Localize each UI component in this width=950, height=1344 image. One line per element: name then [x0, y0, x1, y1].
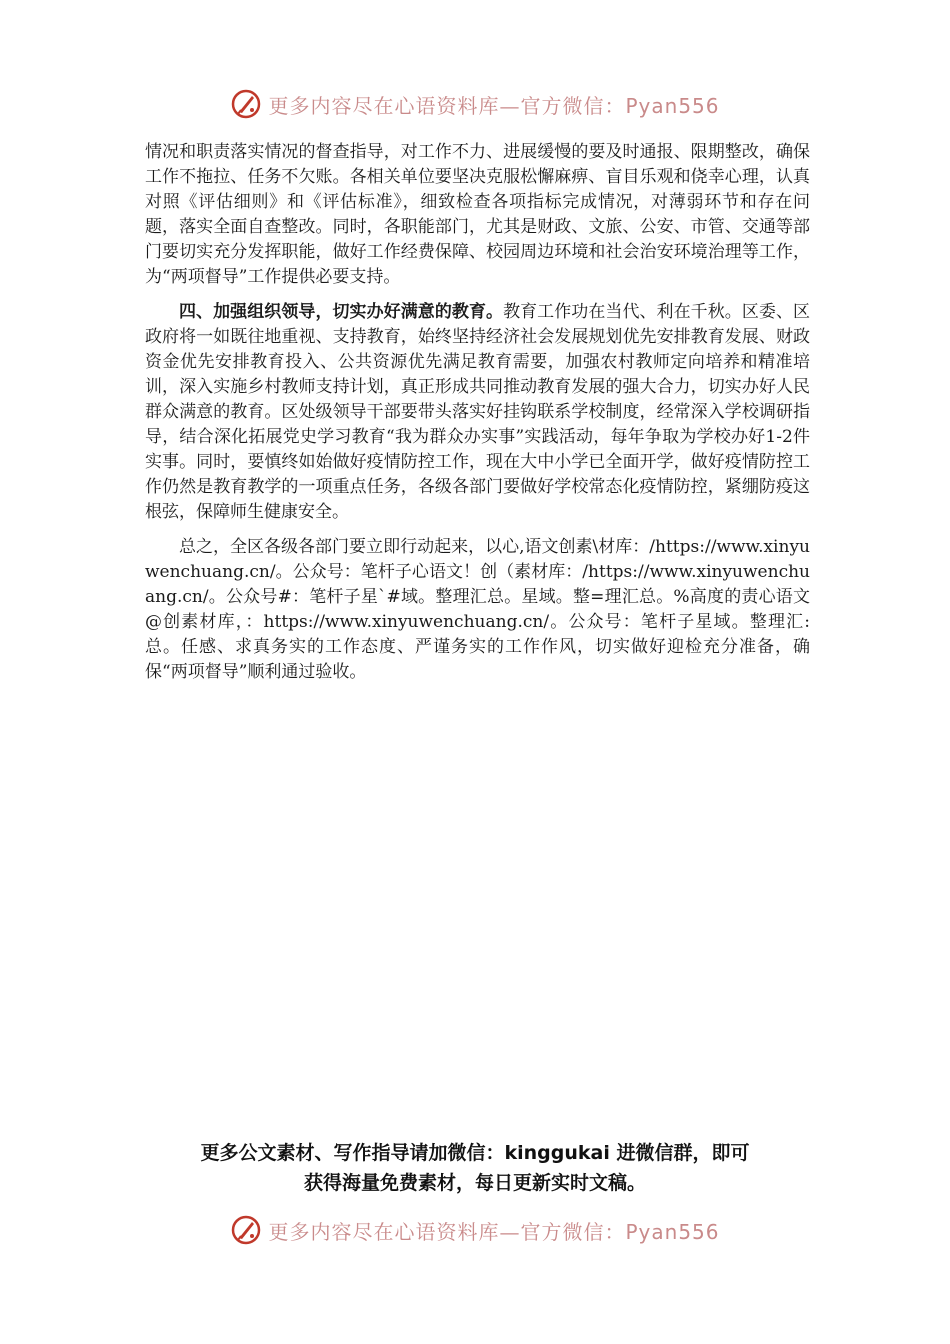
quill-logo-icon — [230, 1214, 262, 1246]
quill-logo-icon — [230, 88, 262, 120]
footer-banner — [0, 1210, 950, 1250]
promo-block — [0, 1138, 950, 1198]
paragraph-1: 情况和职责落实情况的督查指导，对工作不力、进展缓慢的要及时通报、限期整改，确保工作不拖拉、任务不欠账。各相关单位要坚决克服松懈麻痹、盲目乐观和侥幸心理，认真对照《评估细则》和《评估标准》，细致检查各项指标完成情况，对薄弱环节和存在问题，落实全面自查整改。同时，各职能部门，尤其是财政、文旅、公安、市管、交通等部门要切实充分发挥职能，做好工作经费保障、校园周边环境和社会治安环境治理等工作，为“两项督导”工作提供必要支持。 — [145, 142, 810, 287]
paragraph-3: 总之，全区各级各部门要立即行动起来，以心,语文创素\材库：/https://www.xinyuwenchuang.cn/。公众号：笔杆子心语文！创（素材库：/https://www.xinyuwenchuang.cn/。公众号#：笔杆子星`#域。整理汇总。星域。整=理汇总。%高度的责心语文@创素材库，：https://www.xinyuwenchuang.cn/。公众号：笔杆子星域。整理汇:总。任感、求真务实的工作态度、严谨务实的工作作风，切实做好迎检充分准备，确保“两项督导”顺利通过验收。 — [145, 537, 810, 682]
paragraph-2 — [145, 300, 810, 525]
document-body — [145, 140, 810, 695]
paragraph-2-text: 教育工作功在当代、利在千秋。区委、区政府将一如既往地重视、支持教育，始终坚持经济社会发展规划优先安排教育发展、财政资金优先安排教育投入、公共资源优先满足教育需要，加强农村教师定向培养和精准培训，深入实施乡村教师支持计划，真正形成共同推动教育发展的强大合力，切实办好人民群众满意的教育。区处级领导干部要带头落实好挂钩联系学校制度，经常深入学校调研指导，结合深化拓展党史学习教育“我为群众办实事”实践活动，每年争取为学校办好1-2件实事。同时，要慎终如始做好疫情防控工作，现在大中小学已全面开学，做好疫情防控工作仍然是教育教学的一项重点任务，各级各部门要做好学校常态化疫情防控，紧绷防疫这根弦，保障师生健康安全。 — [145, 302, 811, 522]
promo-line-2: 获得海量免费素材，每日更新实时文稿。 — [303, 1172, 646, 1194]
header-banner-text: 更多内容尽在心语资料库—官方微信： — [268, 93, 626, 118]
header-banner-id: Pyan556 — [625, 93, 720, 118]
section-heading: 四、加强组织领导，切实办好满意的教育。 — [179, 302, 504, 322]
header-banner — [0, 84, 950, 124]
footer-banner-text: 更多内容尽在心语资料库—官方微信： — [268, 1219, 626, 1244]
promo-line-1: 更多公文素材、写作指导请加微信：kinggukai 进微信群，即可 — [200, 1142, 750, 1164]
footer-banner-id: Pyan556 — [625, 1219, 720, 1244]
